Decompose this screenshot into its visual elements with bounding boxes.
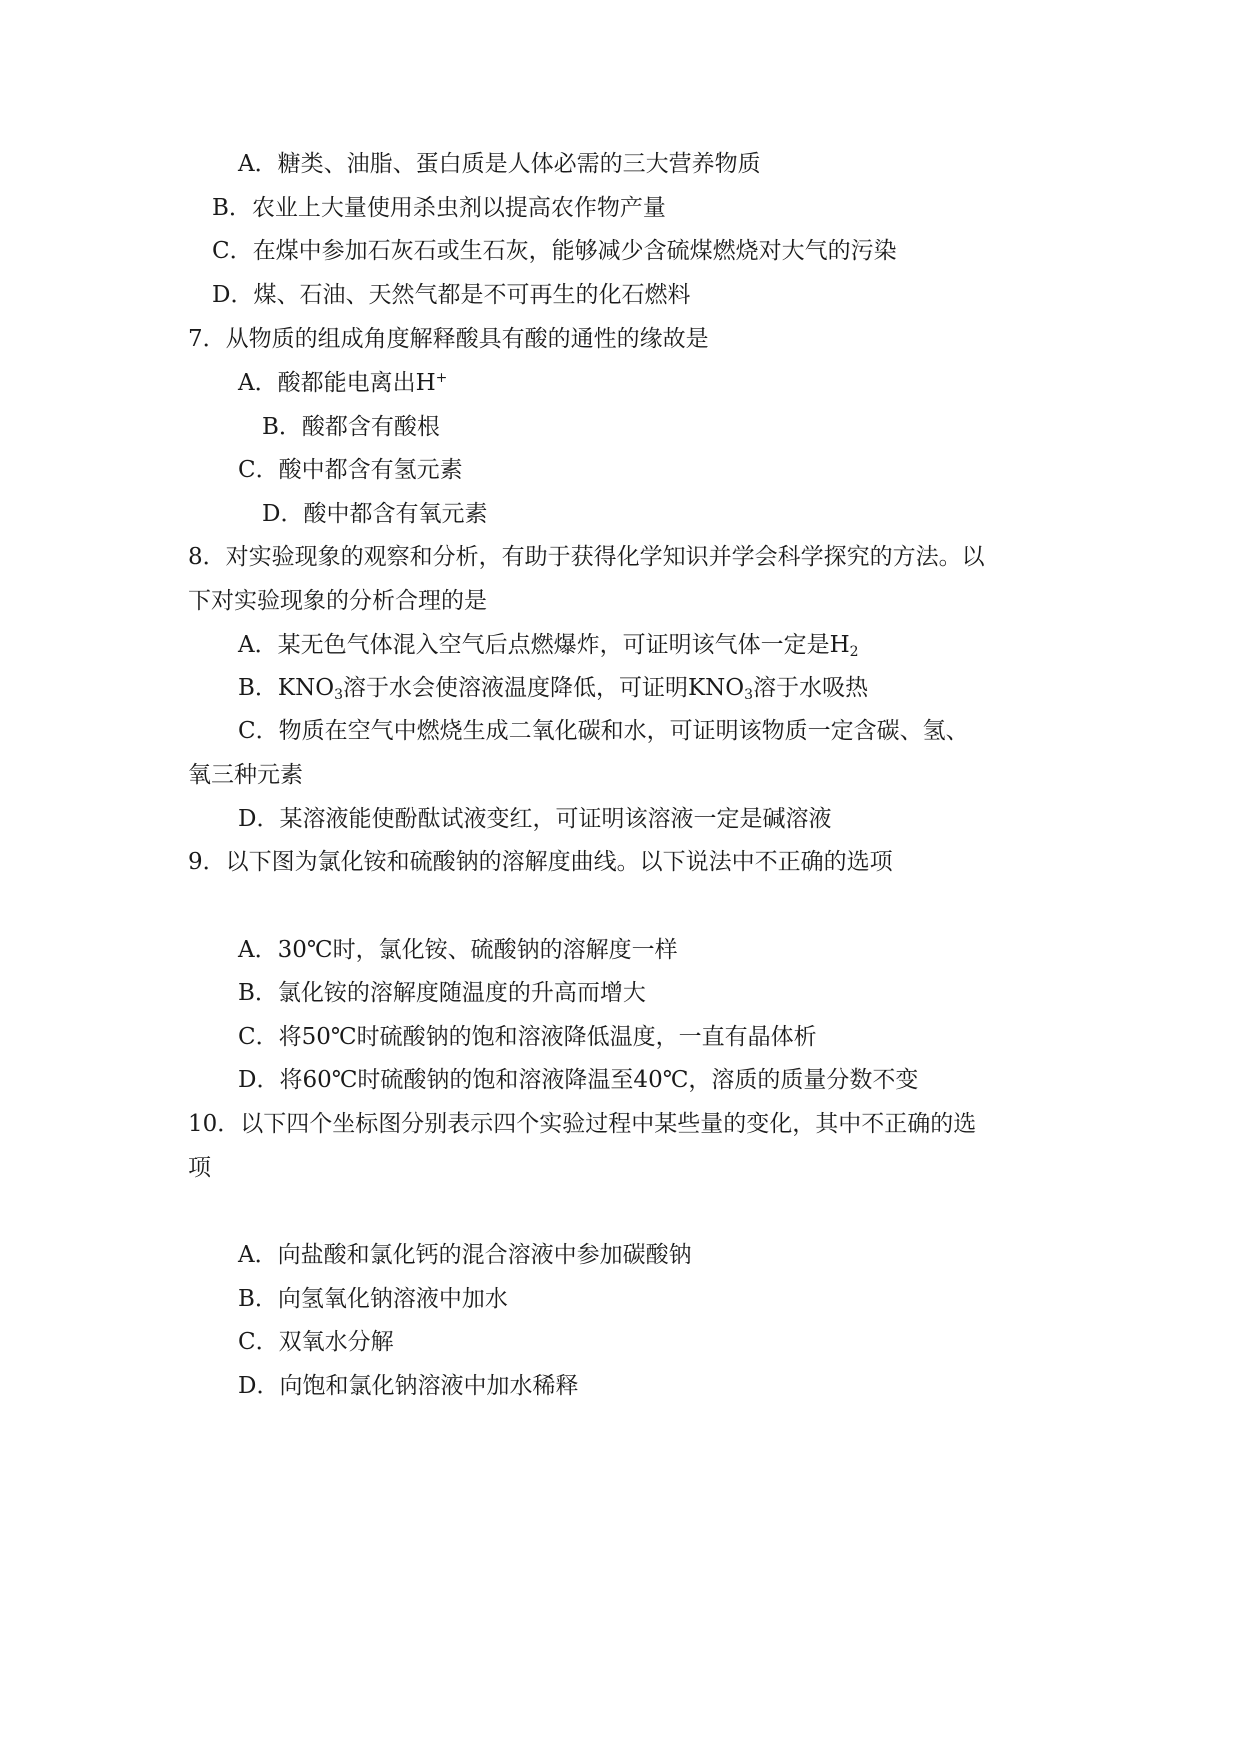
q10-option-c: C．双氧水分解 <box>238 1329 394 1355</box>
q7-option-a <box>238 368 447 398</box>
q10-stem-line1: 10．以下四个坐标图分别表示四个实验过程中某些量的变化，其中不正确的选 <box>188 1111 977 1137</box>
q8-stem-line2: 下对实验现象的分析合理的是 <box>188 588 487 614</box>
q10-option-d: D．向饱和氯化钠溶液中加水稀释 <box>238 1373 579 1399</box>
q9-option-a: A．30℃时，氯化铵、硫酸钠的溶解度一样 <box>238 937 678 963</box>
q7-option-c: C．酸中都含有氢元素 <box>238 457 463 483</box>
q8-option-a-subscript: 2 <box>849 644 859 660</box>
q8-option-a-text: A．某无色气体混入空气后点燃爆炸，可证明该气体一定是H <box>238 632 850 658</box>
q7-stem: 7．从物质的组成角度解释酸具有酸的通性的缘故是 <box>188 326 709 352</box>
q7-option-a-superscript: + <box>435 370 448 386</box>
q6-option-b: B．农业上大量使用杀虫剂以提高农作物产量 <box>212 195 666 221</box>
q10-option-b: B．向氢氧化钠溶液中加水 <box>238 1286 508 1312</box>
q9-option-d: D．将60℃时硫酸钠的饱和溶液降温至40℃，溶质的质量分数不变 <box>238 1067 919 1093</box>
q10-option-a: A．向盐酸和氯化钙的混合溶液中参加碳酸钠 <box>238 1242 692 1268</box>
q8-option-b-subscript2: 3 <box>744 687 754 703</box>
q8-option-b-part1: B．KNO <box>238 675 335 701</box>
q7-option-d: D．酸中都含有氧元素 <box>262 501 488 527</box>
q6-option-d: D．煤、石油、天然气都是不可再生的化石燃料 <box>212 282 691 308</box>
q8-stem-line1: 8．对实验现象的观察和分析，有助于获得化学知识并学会科学探究的方法。以 <box>188 544 985 570</box>
q6-option-c: C．在煤中参加石灰石或生石灰，能够减少含硫煤燃烧对大气的污染 <box>212 238 897 264</box>
q8-option-c-line2: 氧三种元素 <box>188 762 303 788</box>
q9-option-c: C．将50℃时硫酸钠的饱和溶液降低温度，一直有晶体析 <box>238 1024 817 1050</box>
q8-option-a <box>238 630 859 660</box>
q8-option-d: D．某溶液能使酚酞试液变红，可证明该溶液一定是碱溶液 <box>238 806 832 832</box>
q9-option-b: B．氯化铵的溶解度随温度的升高而增大 <box>238 980 646 1006</box>
q8-option-b-part2: 溶于水会使溶液温度降低，可证明KNO <box>343 675 745 701</box>
q8-option-b-part3: 溶于水吸热 <box>753 675 869 701</box>
q10-stem-line2: 项 <box>188 1155 211 1181</box>
q7-option-a-text: A．酸都能电离出H <box>238 370 436 396</box>
q8-option-c-line1: C．物质在空气中燃烧生成二氧化碳和水，可证明该物质一定含碳、氢、 <box>238 718 969 744</box>
q9-stem: 9．以下图为氯化铵和硫酸钠的溶解度曲线。以下说法中不正确的选项 <box>188 849 893 875</box>
q6-option-a: A．糖类、油脂、蛋白质是人体必需的三大营养物质 <box>238 151 761 177</box>
q7-option-b: B．酸都含有酸根 <box>262 414 440 440</box>
q8-option-b-subscript1: 3 <box>334 687 343 703</box>
q8-option-b <box>238 673 868 703</box>
